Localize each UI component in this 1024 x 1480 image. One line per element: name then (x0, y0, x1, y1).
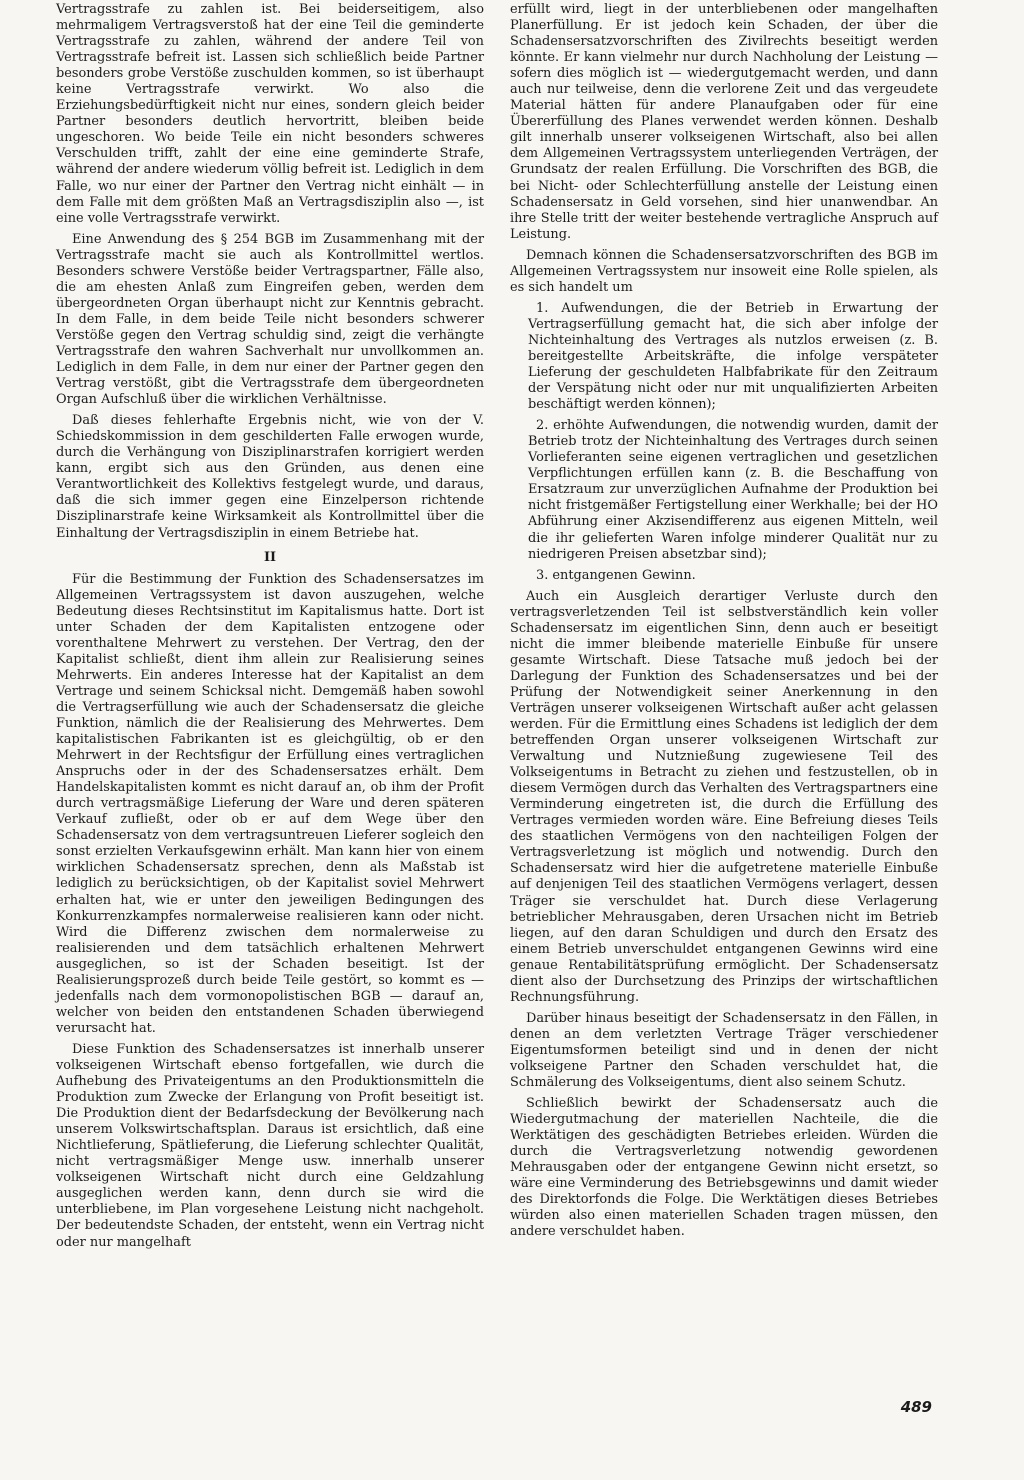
list-item: 1. Aufwendungen, die der Betrieb in Erwartung der Vertragserfüllung gemacht hat, die sich aber infolge der Nichteinhaltung des Vertrages als nutzlos erweisen (z. B. bereitgestellte Arbeitskräfte, die infolge verspäteter Lieferung der geschuldeten Halbfabrikate für den Zeitraum der Verspätung nicht oder nur mit unqualifizierten Arbeiten beschäftigt werden können); (528, 300, 938, 413)
paragraph: Demnach können die Schadensersatzvorschriften des BGB im Allgemeinen Vertragssystem nur insoweit eine Rolle spielen, als es sich handelt um (510, 247, 938, 295)
paragraph: Auch ein Ausgleich derartiger Verluste durch den vertragsverletzenden Teil ist selbstverständlich kein voller Schadensersatz im eigentlichen Sinn, denn auch er beseitigt nicht die immer bleibende materielle Einbuße für unsere gesamte Wirtschaft. Diese Tatsache muß jedoch bei der Darlegung der Funktion des Schadensersatzes und bei der Prüfung der Notwendigkeit seiner Anerkennung in den Verträgen unserer volkseigenen Wirtschaft außer acht gelassen werden. Für die Ermittlung eines Schadens ist lediglich der dem betreffenden Organ unserer volkseigenen Wirtschaft zur Verwaltung und Nutznießung zugewiesene Teil des Volkseigentums in Betracht zu ziehen und festzustellen, ob in diesem Vermögen durch das Verhalten des Vertragspartners eine Verminderung eingetreten ist, die durch die Erfüllung des Vertrages vermieden worden wäre. Eine Befreiung dieses Teils des staatlichen Vermögens von den nachteiligen Folgen der Vertragsverletzung ist möglich und notwendig. Durch den Schadensersatz wird hier die aufgetretene materielle Einbuße auf denjenigen Teil des staatlichen Vermögens verlagert, dessen Träger sie verschuldet hat. Durch diese Verlagerung betrieblicher Mehrausgaben, deren Ursachen nicht im Betrieb liegen, auf den daran Schuldigen und durch den Ersatz des einem Betrieb unverschuldet entgangenen Gewinns wird eine genaue Rentabilitätsprüfung ermöglicht. Der Schadensersatz dient also der Durchsetzung des Prinzips der wirtschaftlichen Rechnungsführung. (510, 588, 938, 1005)
paragraph: Daß dieses fehlerhafte Ergebnis nicht, wie von der V. Schiedskommission in dem geschilderten Falle erwogen wurde, durch die Verhängung von Disziplinarstrafen korrigiert werden kann, ergibt sich aus den Gründen, aus denen eine Verantwortlichkeit des Kollektivs festgelegt wurde, und daraus, daß die sich immer gegen eine Einzelperson richtende Disziplinarstrafe keine Wirksamkeit als Kontrollmittel über die Einhaltung der Vertragsdisziplin in einem Betriebe hat. (56, 413, 484, 541)
list-item: 2. erhöhte Aufwendungen, die notwendig wurden, damit der Betrieb trotz der Nichteinhaltung des Vertrages durch seinen Vorlieferanten seine eigenen vertraglichen und gesetzlichen Verpflichtungen erfüllen kann (z. B. die Beschaffung von Ersatzraum zur unverzüglichen Aufnahme der Produktion bei nicht fristgemäßer Fertigstellung einer Werkhalle; bei der HO Abführung einer Akzisendifferenz aus eigenen Mitteln, weil die ihr gelieferten Waren infolge minderer Qualität nur zu niedrigeren Preisen absetzbar sind); (528, 418, 938, 562)
paragraph: Eine Anwendung des § 254 BGB im Zusammenhang mit der Vertragsstrafe macht sie auch als Kontrollmittel wertlos. Besonders schwere Verstöße beider Vertragspartner, Fälle also, die am ehesten Anlaß zum Eingreifen geben, werden dem übergeordneten Organ überhaupt nicht zur Kenntnis gebracht. In dem Falle, in dem beide Teile nicht besonders schwerer Verstöße gegen den Vertrag schuldig sind, zeigt die verhängte Vertragsstrafe den wahren Sachverhalt nur unvollkommen an. Lediglich in dem Falle, in dem nur einer der Partner gegen den Vertrag verstößt, gibt die Vertragsstrafe dem übergeordneten Organ Aufschluß über die wirklichen Verhältnisse. (56, 231, 484, 408)
page-number: 489 (900, 1398, 932, 1416)
paragraph: Darüber hinaus beseitigt der Schadensersatz in den Fällen, in denen an dem verletzten Vertrage Träger verschiedener Eigentumsformen beteiligt sind und in denen der nicht volkseigene Partner den Schaden verschuldet hat, die Schmälerung des Volkseigentums, dient also seinem Schutz. (510, 1010, 938, 1091)
section-heading: II (263, 549, 277, 565)
right-column (510, 2, 938, 1246)
paragraph: Für die Bestimmung der Funktion des Schadensersatzes im Allgemeinen Vertragssystem ist davon auszugehen, welche Bedeutung dieses Rechtsinstitut im Kapitalismus hatte. Dort ist unter Schaden der dem Kapitalisten entzogene oder vorenthaltene Mehrwert zu verstehen. Der Vertrag, den der Kapitalist schließt, dient ihm allein zur Realisierung seines Mehrwerts. Ein anderes Interesse hat der Kapitalist an dem Vertrage und seinem Schicksal nicht. Demgemäß haben sowohl die Vertragserfüllung wie auch der Schadensersatz die gleiche Funktion, nämlich die der Realisierung des Mehrwertes. Dem kapitalistischen Fabrikanten ist es gleichgültig, ob er den Mehrwert in der Rechtsfigur der Erfüllung eines vertraglichen Anspruchs oder in der des Schadensersatzes erhält. Dem Handelskapitalisten kommt es nicht darauf an, ob ihm der Profit durch vertragsmäßige Lieferung der Ware und deren späteren Verkauf zufließt, oder ob er auf dem Wege über den Schadensersatz von dem vertragsuntreuen Lieferer sogleich den sonst erzielten Verkaufsgewinn erhält. Man kann hier von einem wirklichen Schadensersatz sprechen, denn als Maßstab ist lediglich zu berücksichtigen, ob der Kapitalist soviel Mehrwert erhalten hat, wie er unter den jeweiligen Bedingungen des Konkurrenzkampfes normalerweise realisieren kann oder nicht. Wird die Differenz zwischen dem normalerweise zu realisierenden und dem tatsächlich erhaltenen Mehrwert ausgeglichen, so ist der Schaden beseitigt. Ist der Realisierungsprozeß durch beide Teile gestört, so kommt es — jedenfalls nach dem vormonopolistischen BGB — darauf an, welcher von beiden den entstandenen Schaden überwiegend verursacht hat. (56, 571, 484, 1036)
paragraph: Schließlich bewirkt der Schadensersatz auch die Wiedergutmachung der materiellen Nachteile, die die Werktätigen des geschädigten Betriebes erleiden. Würden die durch die Vertragsverletzung notwendig gewordenen Mehrausgaben oder der entgangene Gewinn nicht ersetzt, so wäre eine Verminderung des Betriebsgewinns und damit wieder des Direktorfonds die Folge. Die Werktätigen dieses Betriebes würden also einen materiellen Schaden tragen müssen, den andere verschuldet haben. (510, 1096, 938, 1240)
paragraph: Vertragsstrafe zu zahlen ist. Bei beiderseitigem, also mehrmaligem Vertragsverstoß hat der eine Teil die geminderte Vertragsstrafe zu zahlen, während der andere Teil von Vertragsstrafe befreit ist. Lassen sich schließlich beide Partner besonders grobe Verstöße zuschulden kommen, so ist überhaupt keine Vertragsstrafe verwirkt. Wo also die Erziehungsbedürftigkeit nicht nur eines, sondern gleich beider Partner besonders deutlich hervortritt, bleiben beide ungeschoren. Wo beide Teile ein nicht besonders schweres Verschulden trifft, zahlt der eine eine geminderte Strafe, während der andere wiederum völlig befreit ist. Lediglich in dem Falle, wo nur einer der Partner den Vertrag nicht einhält — in dem Falle mit dem größten Maß an Vertragsdisziplin also —, ist eine volle Vertragsstrafe verwirkt. (56, 2, 484, 226)
paragraph: Diese Funktion des Schadensersatzes ist innerhalb unserer volkseigenen Wirtschaft ebenso fortgefallen, wie durch die Aufhebung des Privateigentums an den Produktionsmitteln die Produktion zum Zwecke der Erlangung von Profit beseitigt ist. Die Produktion dient der Bedarfsdeckung der Bevölkerung nach unserem Volkswirtschaftsplan. Daraus ist ersichtlich, daß eine Nichtlieferung, Spätlieferung, die Lieferung schlechter Qualität, nicht vertragsmäßiger Menge usw. innerhalb unserer volkseigenen Wirtschaft nicht durch eine Geldzahlung ausgeglichen werden kann, denn durch sie wird die unterbliebene, im Plan vorgesehene Leistung nicht nachgeholt. Der bedeutendste Schaden, der entsteht, wenn ein Vertrag nicht oder nur mangelhaft (56, 1041, 484, 1250)
paragraph: erfüllt wird, liegt in der unterbliebenen oder mangelhaften Planerfüllung. Er ist jedoch kein Schaden, der über die Schadensersatzvorschriften des Zivilrechts beseitigt werden könnte. Er kann vielmehr nur durch Nachholung der Leistung — sofern dies möglich ist — wiedergutgemacht werden, und dann auch nur teilweise, denn die verlorene Zeit und das vergeudete Material hätten für andere Planaufgaben oder für eine Übererfüllung des Planes verwendet werden können. Deshalb gilt innerhalb unserer volkseigenen Wirtschaft, also bei allen dem Allgemeinen Vertragssystem unterliegenden Verträgen, der Grundsatz der realen Erfüllung. Die Vorschriften des BGB, die bei Nicht- oder Schlechterfüllung anstelle der Leistung einen Schadensersatz in Geld vorsehen, sind hier unanwendbar. An ihre Stelle tritt der weiter bestehende vertragliche Anspruch auf Leistung. (510, 2, 938, 242)
left-column (56, 2, 484, 1256)
list-item: 3. entgangenen Gewinn. (536, 567, 696, 583)
